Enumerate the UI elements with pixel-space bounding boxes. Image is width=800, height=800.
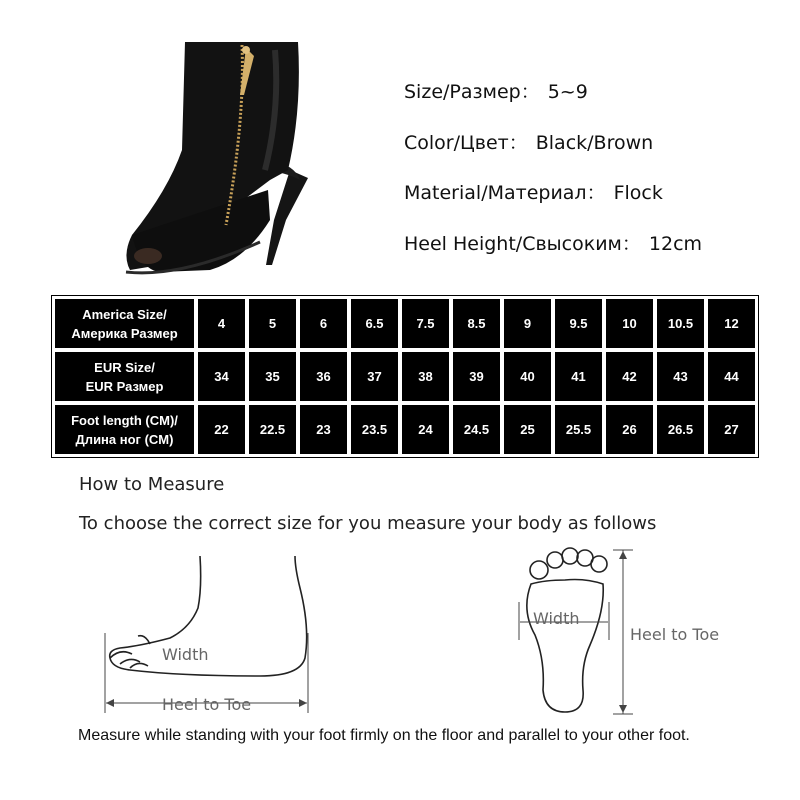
size-table-cell: 9.5 (554, 298, 603, 349)
sole-foot-diagram (505, 540, 745, 720)
sole-width-label: Width (533, 609, 580, 628)
size-table-row-header (54, 298, 195, 349)
spec-color-separator: ： (508, 131, 528, 154)
size-table-cell: 8.5 (452, 298, 501, 349)
spec-color-label: Color/Цвет (404, 131, 509, 154)
row-header-line: EUR Размер (85, 378, 164, 394)
size-table-cell: 10 (605, 298, 654, 349)
size-table-cell: 41 (554, 351, 603, 402)
how-to-measure-title: How to Measure (79, 474, 225, 495)
measure-instruction-note: Measure while standing with your foot firmly on the floor and parallel to your other foot. (78, 727, 690, 744)
size-table-cell: 5 (248, 298, 297, 349)
size-table-cell: 44 (707, 351, 756, 402)
size-table-cell: 22 (197, 404, 246, 455)
size-table-cell: 12 (707, 298, 756, 349)
spec-heel-height (404, 230, 702, 281)
size-table-cell: 6.5 (350, 298, 399, 349)
side-width-label: Width (162, 645, 209, 664)
spec-material (404, 179, 702, 230)
spec-size-label: Size/Размер (404, 81, 521, 103)
spec-size-value: 5~9 (547, 81, 588, 103)
spec-size (404, 78, 702, 129)
size-table-cell: 36 (299, 351, 348, 402)
spec-heel-label: Heel Height/Свысоким (404, 232, 622, 255)
size-table-cell: 25.5 (554, 404, 603, 455)
row-header-line: EUR Size/ (94, 359, 155, 375)
size-table-cell: 6 (299, 298, 348, 349)
sole-foot-outline (527, 548, 607, 712)
spec-material-value: Flock (613, 182, 663, 204)
size-table-cell: 35 (248, 351, 297, 402)
spec-material-label: Material/Материал (404, 182, 587, 204)
size-table-cell: 27 (707, 404, 756, 455)
side-heel-to-toe-label: Heel to Toe (162, 695, 252, 714)
spec-material-separator: ： (586, 182, 606, 204)
size-table-cell: 40 (503, 351, 552, 402)
size-table-cell: 26.5 (656, 404, 705, 455)
size-table-cell: 4 (197, 298, 246, 349)
row-header-line: Foot length (CM)/ (71, 412, 178, 428)
size-table-cell: 26 (605, 404, 654, 455)
size-table-cell: 23 (299, 404, 348, 455)
size-table-row (54, 404, 756, 455)
row-header-line: America Size/ (82, 306, 167, 322)
row-header-line: Америка Размер (71, 325, 178, 341)
size-table-cell: 10.5 (656, 298, 705, 349)
size-table-cell: 37 (350, 351, 399, 402)
size-table-cell: 9 (503, 298, 552, 349)
spec-color (404, 129, 702, 180)
size-table-cell: 25 (503, 404, 552, 455)
size-table-cell: 43 (656, 351, 705, 402)
spec-heel-separator: ： (621, 232, 641, 255)
spec-size-separator: ： (520, 81, 540, 103)
side-foot-diagram (90, 548, 330, 718)
spec-color-value: Black/Brown (535, 131, 654, 154)
boot-product-image (60, 20, 360, 290)
size-table-cell: 38 (401, 351, 450, 402)
product-specs (404, 78, 702, 280)
size-table-row-header (54, 351, 195, 402)
size-table-cell: 39 (452, 351, 501, 402)
size-table-cell: 22.5 (248, 404, 297, 455)
how-to-measure-subtitle: To choose the correct size for you measure your body as follows (79, 513, 657, 534)
size-table-row (54, 351, 756, 402)
size-table-cell: 24.5 (452, 404, 501, 455)
size-table-cell: 34 (197, 351, 246, 402)
row-header-line: Длина ног (CM) (75, 431, 174, 447)
size-table-cell: 23.5 (350, 404, 399, 455)
sole-heel-to-toe-label: Heel to Toe (630, 625, 720, 644)
size-table-cell: 24 (401, 404, 450, 455)
size-table-row (54, 298, 756, 349)
spec-heel-value: 12cm (648, 232, 703, 255)
size-table-row-header (54, 404, 195, 455)
size-chart-table (51, 295, 759, 458)
size-table-cell: 7.5 (401, 298, 450, 349)
size-table-cell: 42 (605, 351, 654, 402)
